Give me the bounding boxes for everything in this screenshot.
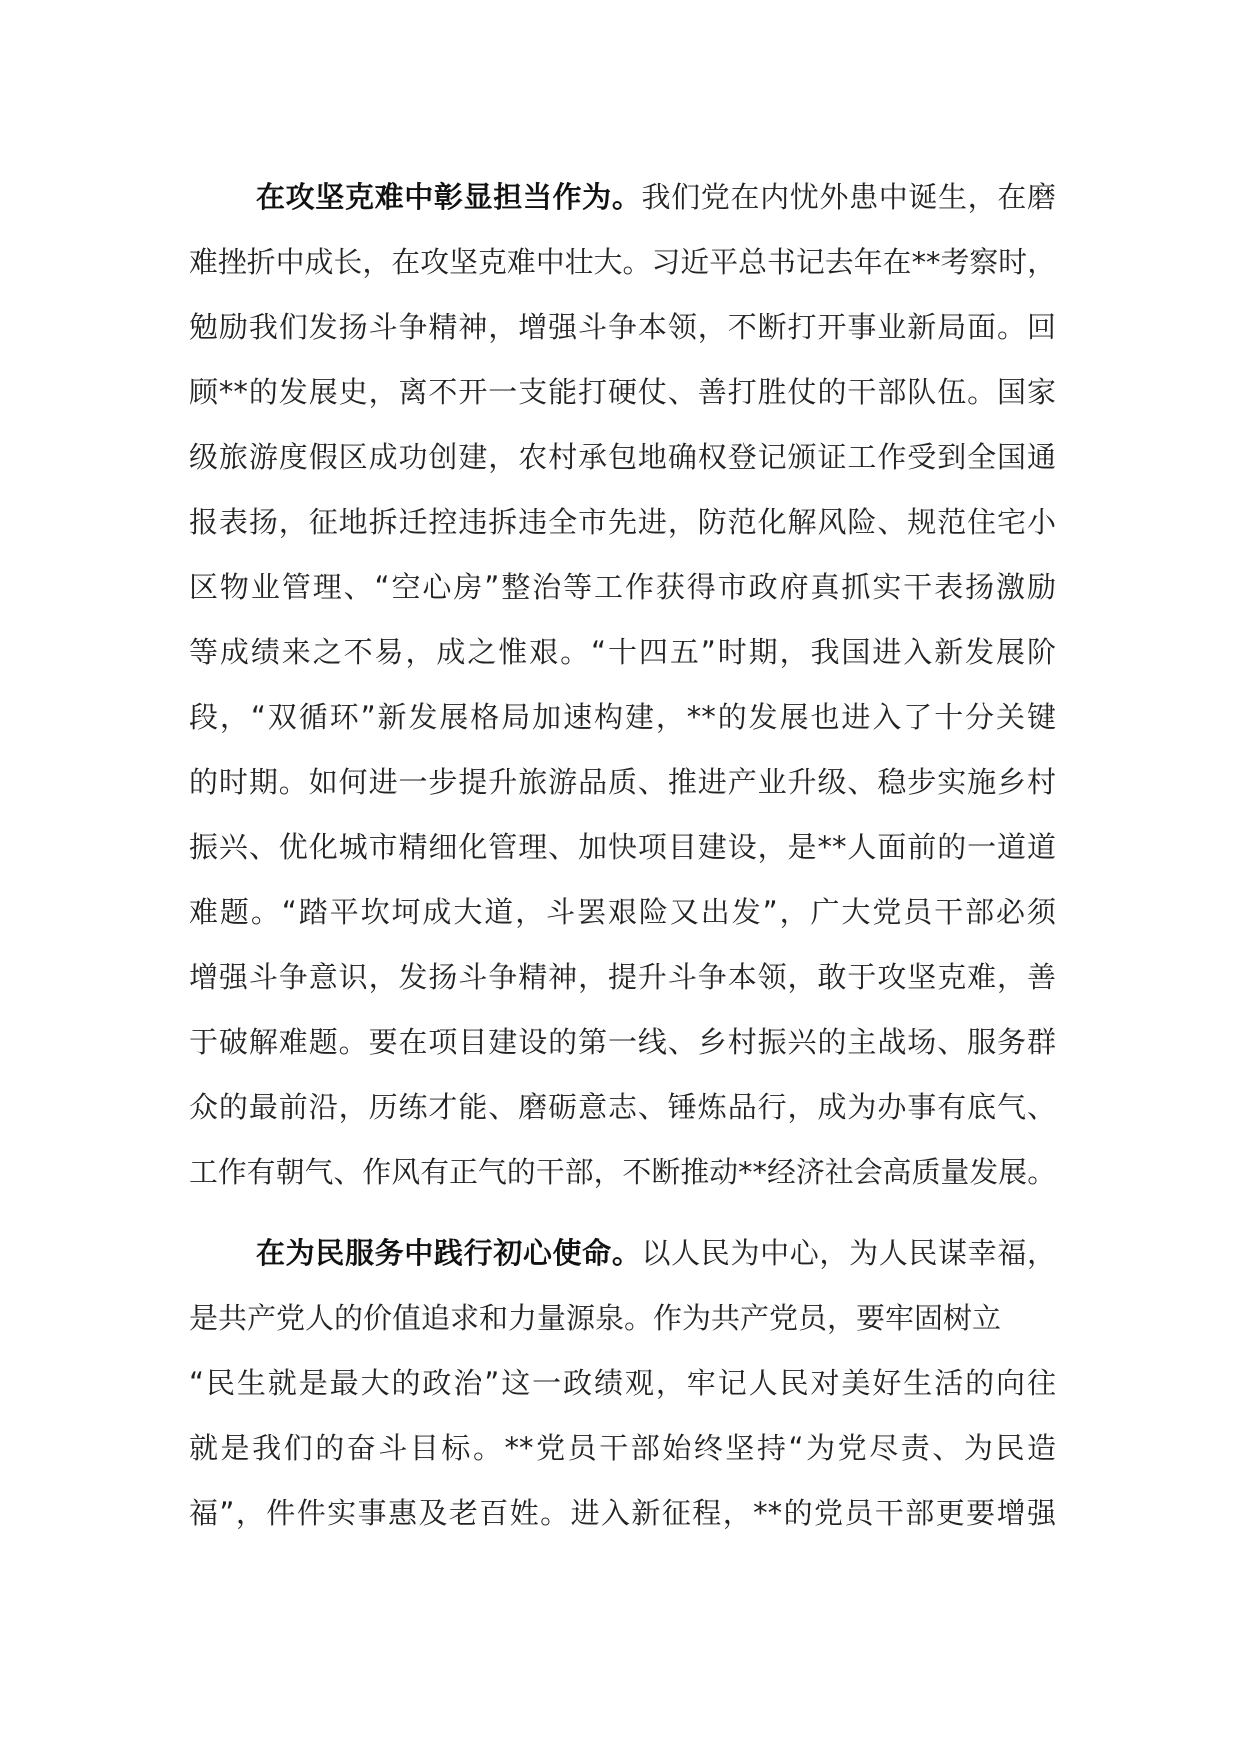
text-line: 是共产党人的价值追求和力量源泉。作为共产党员，要牢固树立 bbox=[189, 1301, 1002, 1335]
text-line: 的时期。如何进一步提升旅游品质、推进产业升级、稳步实施乡村 bbox=[189, 765, 1056, 799]
text-line: 于破解难题。要在项目建设的第一线、乡村振兴的主战场、服务群 bbox=[189, 1025, 1056, 1059]
text-line: 福”，件件实事惠及老百姓。进入新征程，**的党员干部更要增强 bbox=[189, 1496, 1056, 1530]
text-line bbox=[189, 1221, 1056, 1286]
text-line: 段，“双循环”新发展格局加速构建，**的发展也进入了十分关键 bbox=[189, 700, 1056, 734]
text-line: 等成绩来之不易，成之惟艰。“十四五”时期，我国进入新发展阶 bbox=[189, 635, 1056, 669]
text-line: 振兴、优化城市精细化管理、加快项目建设，是**人面前的一道道 bbox=[189, 830, 1056, 864]
paragraph-heading: 在为民服务中践行初心使命。 bbox=[256, 1236, 642, 1270]
text-line: 级旅游度假区成功创建，农村承包地确权登记颁证工作受到全国通 bbox=[189, 440, 1056, 474]
text-line: 报表扬，征地拆迁控违拆违全市先进，防范化解风险、规范住宅小 bbox=[189, 505, 1056, 539]
text-line: 勉励我们发扬斗争精神，增强斗争本领，不断打开事业新局面。回 bbox=[189, 310, 1056, 344]
body-paragraph bbox=[189, 1221, 1056, 1546]
paragraph-text: 以人民为中心，为人民谋幸福， bbox=[641, 1236, 1056, 1270]
text-line: 区物业管理、“空心房”整治等工作获得市政府真抓实干表扬激励 bbox=[189, 570, 1056, 604]
text-line: 难题。“踏平坎坷成大道，斗罢艰险又出发”，广大党员干部必须 bbox=[189, 895, 1056, 929]
paragraph-heading: 在攻坚克难中彰显担当作为。 bbox=[256, 180, 642, 214]
text-line: 难挫折中成长，在攻坚克难中壮大。习近平总书记去年在**考察时， bbox=[189, 245, 1056, 279]
text-line: 增强斗争意识，发扬斗争精神，提升斗争本领，敢于攻坚克难，善 bbox=[189, 960, 1056, 994]
document-body bbox=[189, 165, 1056, 1546]
paragraph-text: 我们党在内忧外患中诞生，在磨 bbox=[641, 180, 1056, 214]
body-paragraph bbox=[189, 165, 1056, 1205]
text-line: 顾**的发展史，离不开一支能打硬仗、善打胜仗的干部队伍。国家 bbox=[189, 375, 1056, 409]
text-line bbox=[189, 165, 1056, 230]
text-line: 众的最前沿，历练才能、磨砺意志、锤炼品行，成为办事有底气、 bbox=[189, 1090, 1056, 1124]
text-line: “民生就是最大的政治”这一政绩观，牢记人民对美好生活的向往 bbox=[189, 1366, 1056, 1400]
text-line: 就是我们的奋斗目标。**党员干部始终坚持“为党尽责、为民造 bbox=[189, 1431, 1056, 1465]
text-line: 工作有朝气、作风有正气的干部，不断推动**经济社会高质量发展。 bbox=[189, 1155, 1056, 1189]
